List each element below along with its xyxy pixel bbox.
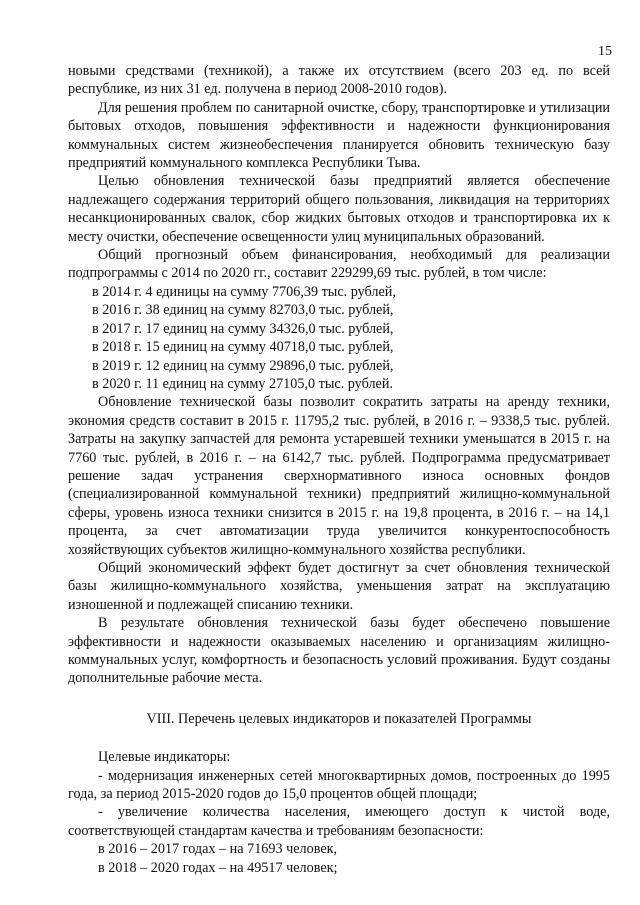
section-heading: VIII. Перечень целевых индикаторов и показателей Программы <box>146 710 532 727</box>
document-body <box>68 62 610 877</box>
financing-item-2016: в 2016 г. 38 единиц на сумму 82703,0 тыс. рублей, <box>92 302 394 319</box>
financing-item-2014: в 2014 г. 4 единицы на сумму 7706,39 тыс. рублей, <box>92 283 396 300</box>
financing-item-2020: в 2020 г. 11 единиц на сумму 27105,0 тыс. рублей. <box>92 375 393 392</box>
indicator-modernization: - модернизация инженерных сетей многоквартирных домов, построенных до 1995 года, за период 2015-2020 годов до 15,0 процентов общей площади; <box>68 767 610 803</box>
indicator-clean-water: - увеличение количества населения, имеющего доступ к чистой воде, соответствующей стандартам качества и требованиям безопасности: <box>68 804 610 839</box>
financing-item-2018: в 2018 г. 15 единиц на сумму 40718,0 тыс. рублей, <box>92 339 394 356</box>
paragraph-problems: Для решения проблем по санитарной очистке, сбору, транспортировке и утилизации бытовых отходов, повышения эффективности и надежности функционирования коммунальных систем жизнеобеспечения планируется обновить техническую базу предприятий коммунального комплекса Республики Тыва. <box>68 99 610 172</box>
paragraph-goal: Целью обновления технической базы предприятий является обеспечение надлежащего содержания территорий общего пользования, ликвидация на территориях несанкционированных свалок, сбор жидких бытовых отходов и транспортировка их к месту очистки, обеспечение освещенности улиц муниципальных образований. <box>68 173 610 245</box>
page-number: 15 <box>598 44 612 59</box>
financing-item-2019: в 2019 г. 12 единиц на сумму 29896,0 тыс. рублей, <box>92 357 394 374</box>
indicators-label: Целевые индикаторы: <box>98 749 231 766</box>
financing-item-2017: в 2017 г. 17 единиц на сумму 34326,0 тыс. рублей, <box>92 320 394 337</box>
paragraph-savings: Обновление технической базы позволит сократить затраты на аренду техники, экономия средств составит в 2015 г. 11795,2 тыс. рублей, в 2016 г. – 9338,5 тыс. рублей. Затраты на закупку запчастей для ремонта устаревшей техники уменьшатся в 2015 г. на 7760 тыс. рублей, в 2016 г. – на 6142,7 тыс. рублей. Подпрограмма предусматривает решение задач устранения сверхнормативного износа основных фондов (специализированной коммунальной техники) предприятий жилищно-коммунальной сферы, уровень износа техники снизится в 2015 г. на 19,8 процента, в 2016 г. – на 14,1 процента, за счет автоматизации труда увеличится конкурентоспособность хозяйствующих субъектов жилищно-коммунального хозяйства республики. <box>68 394 610 558</box>
indicator-water-2016-2017: в 2016 – 2017 годах – на 71693 человек, <box>98 841 338 858</box>
paragraph-continuation: новыми средствами (техникой), а также их отсутствием (всего 203 ед. по всей республике, из них 31 ед. получена в период 2008-2010 годов). <box>68 63 610 98</box>
indicator-water-2018-2020: в 2018 – 2020 годах – на 49517 человек; <box>98 859 338 876</box>
paragraph-financing: Общий прогнозный объем финансирования, необходимый для реализации подпрограммы с 2014 по 2020 гг., составит 229299,69 тыс. рублей, в том числе: <box>68 247 610 282</box>
paragraph-result: В результате обновления технической базы будет обеспечено повышение эффективности и надежности оказываемых населению и организациям жилищно-коммунальных услуг, комфортность и безопасность условий проживания. Будут созданы дополнительные рабочие места. <box>68 615 610 687</box>
paragraph-economic-effect: Общий экономический эффект будет достигнут за счет обновления технической базы жилищно-коммунального хозяйства, уменьшения затрат на эксплуатацию изношенной и подлежащей списанию техники. <box>68 559 610 613</box>
